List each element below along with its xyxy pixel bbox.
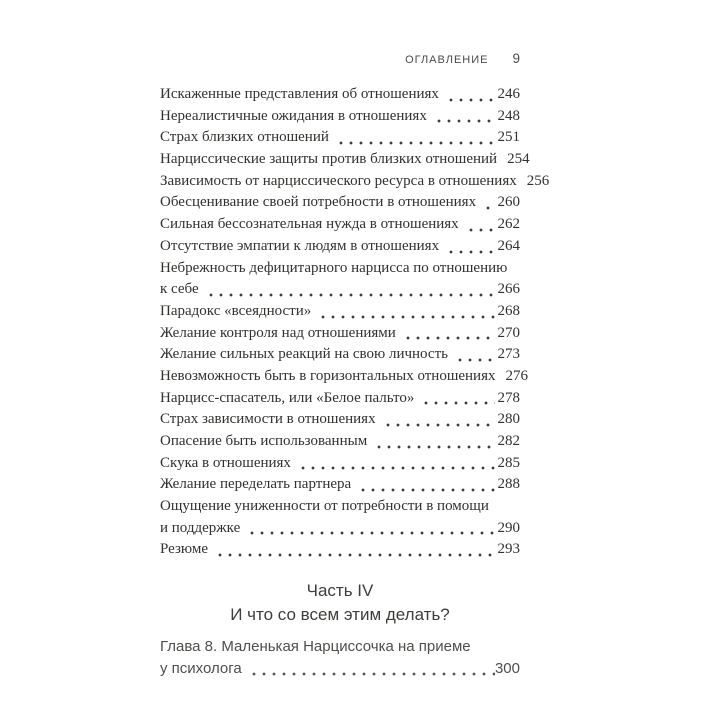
dot-leader bbox=[206, 293, 495, 297]
toc-entry bbox=[160, 496, 520, 539]
entry-page: 290 bbox=[497, 519, 520, 536]
entry-title: Обесценивание своей потребности в отношениях bbox=[160, 194, 477, 211]
page-number: 9 bbox=[512, 51, 520, 66]
entry-title: Сильная бессознательная нужда в отношениях bbox=[160, 216, 459, 233]
entry-page: 285 bbox=[497, 454, 520, 471]
toc-entry bbox=[160, 149, 530, 171]
entry-title: Страх близких отношений bbox=[160, 129, 329, 146]
dot-leader bbox=[215, 553, 494, 557]
entry-title: Небрежность дефицитарного нарцисса по отношению bbox=[160, 259, 508, 276]
toc-entry bbox=[160, 388, 520, 410]
dot-leader bbox=[434, 119, 495, 123]
entry-page: 300 bbox=[494, 660, 520, 678]
dot-leader bbox=[383, 423, 495, 427]
dot-leader bbox=[249, 672, 495, 676]
dot-leader bbox=[403, 336, 495, 340]
entry-title: Зависимость от нарциссического ресурса в отношениях bbox=[160, 172, 517, 189]
dot-leader bbox=[358, 488, 494, 492]
toc-entry-row bbox=[160, 192, 520, 214]
toc-entry bbox=[160, 323, 520, 345]
toc-entry bbox=[160, 192, 520, 214]
dot-leader bbox=[298, 466, 495, 470]
entry-title: Желание контроля над отношениями bbox=[160, 324, 396, 341]
entry-title: Желание сильных реакций на свою личность bbox=[160, 346, 448, 363]
entry-page: 268 bbox=[497, 302, 520, 319]
toc-entry-row bbox=[160, 214, 520, 236]
dot-leader bbox=[466, 228, 495, 232]
entry-page: 248 bbox=[497, 107, 520, 124]
part-heading bbox=[160, 579, 520, 627]
entry-title: Глава 8. Маленькая Нарциссочка на приеме bbox=[160, 638, 471, 656]
entry-title: Невозможность быть в горизонтальных отношениях bbox=[160, 367, 496, 384]
dot-leader bbox=[446, 98, 495, 102]
entry-page: 251 bbox=[497, 129, 520, 146]
toc-entry-row bbox=[160, 236, 520, 258]
running-title: ОГЛАВЛЕНИЕ bbox=[405, 54, 489, 66]
toc-entry bbox=[160, 127, 520, 149]
toc-entry-row bbox=[160, 388, 520, 410]
part-title: И что со всем этим делать? bbox=[230, 605, 450, 625]
entry-title: Парадокс «всеядности» bbox=[160, 302, 312, 319]
dot-leader bbox=[318, 315, 494, 319]
entry-page: 273 bbox=[497, 346, 520, 363]
entry-page: 288 bbox=[497, 476, 520, 493]
toc-entry-row bbox=[160, 518, 520, 540]
toc-entry bbox=[160, 453, 520, 475]
dot-leader bbox=[421, 401, 494, 405]
entry-page: 270 bbox=[497, 324, 520, 341]
entry-title-continued: и поддержке bbox=[160, 519, 241, 536]
entry-title: Нарциссические защиты против близких отношений bbox=[160, 151, 498, 168]
toc-entry-row bbox=[160, 258, 520, 280]
toc-entry bbox=[160, 344, 520, 366]
entry-page: 293 bbox=[497, 541, 520, 558]
entry-title-continued: к себе bbox=[160, 281, 199, 298]
entry-title: Отсутствие эмпатии к людям в отношениях bbox=[160, 237, 440, 254]
entry-title: Искаженные представления об отношениях bbox=[160, 86, 439, 102]
toc-entry bbox=[160, 366, 528, 388]
toc-entry-row bbox=[160, 409, 520, 431]
toc-entry bbox=[160, 431, 520, 453]
toc-entry-row bbox=[160, 453, 520, 475]
toc-entry-row bbox=[160, 127, 520, 149]
toc-list bbox=[160, 84, 550, 561]
entry-title: Желание переделать партнера bbox=[160, 476, 352, 493]
toc-entry-row bbox=[160, 366, 528, 388]
toc-entry-row bbox=[160, 149, 530, 171]
dot-leader bbox=[374, 445, 494, 449]
entry-title: Опасение быть использованным bbox=[160, 433, 368, 449]
entry-title: Нереалистичные ожидания в отношениях bbox=[160, 107, 427, 124]
toc-entry-row bbox=[160, 279, 520, 301]
entry-title-continued: у психолога bbox=[160, 660, 242, 678]
toc-entry-row bbox=[160, 474, 520, 496]
entry-page: 280 bbox=[497, 411, 520, 428]
toc-entry-row bbox=[160, 539, 520, 561]
chapter-entry bbox=[160, 636, 520, 680]
toc-entry bbox=[160, 214, 520, 236]
dot-leader bbox=[455, 358, 495, 362]
toc-entry-row bbox=[160, 431, 520, 453]
toc-entry-row bbox=[160, 323, 520, 345]
toc-entry-row bbox=[160, 636, 520, 658]
toc-entry bbox=[160, 171, 550, 193]
entry-title: Нарцисс-спасатель, или «Белое пальто» bbox=[160, 389, 415, 406]
entry-page: 266 bbox=[497, 281, 520, 298]
dot-leader bbox=[483, 206, 494, 210]
toc-entry-row bbox=[160, 658, 520, 680]
toc-entry bbox=[160, 258, 520, 301]
entry-page: 276 bbox=[505, 367, 528, 384]
entry-page: 254 bbox=[507, 151, 530, 168]
entry-page: 264 bbox=[497, 237, 520, 254]
toc-entry bbox=[160, 301, 520, 323]
toc-entry-row bbox=[160, 301, 520, 323]
entry-title: Ощущение униженности от потребности в помощи bbox=[160, 498, 489, 515]
part-label: Часть IV bbox=[306, 581, 374, 601]
toc-entry-row bbox=[160, 171, 550, 193]
entry-title: Резюме bbox=[160, 541, 209, 558]
toc-entry bbox=[160, 539, 520, 561]
dot-leader bbox=[247, 531, 494, 535]
entry-page: 260 bbox=[497, 194, 520, 211]
toc-entry-row bbox=[160, 84, 520, 106]
toc-entry-row bbox=[160, 496, 520, 518]
toc-entry bbox=[160, 636, 520, 680]
toc-entry-row bbox=[160, 106, 520, 128]
toc-entry bbox=[160, 474, 520, 496]
entry-page: 246 bbox=[497, 86, 520, 102]
running-head bbox=[160, 51, 520, 66]
dot-leader bbox=[446, 250, 494, 254]
toc-entry bbox=[160, 84, 520, 106]
entry-page: 278 bbox=[497, 389, 520, 406]
toc-entry bbox=[160, 409, 520, 431]
toc-entry bbox=[160, 236, 520, 258]
entry-page: 262 bbox=[497, 216, 520, 233]
entry-title: Страх зависимости в отношениях bbox=[160, 411, 376, 428]
entry-page: 282 bbox=[497, 433, 520, 449]
dot-leader bbox=[336, 141, 495, 145]
toc-entry-row bbox=[160, 344, 520, 366]
entry-title: Скука в отношениях bbox=[160, 454, 291, 471]
table-of-contents bbox=[160, 84, 550, 680]
toc-entry bbox=[160, 106, 520, 128]
entry-page: 256 bbox=[526, 172, 550, 189]
